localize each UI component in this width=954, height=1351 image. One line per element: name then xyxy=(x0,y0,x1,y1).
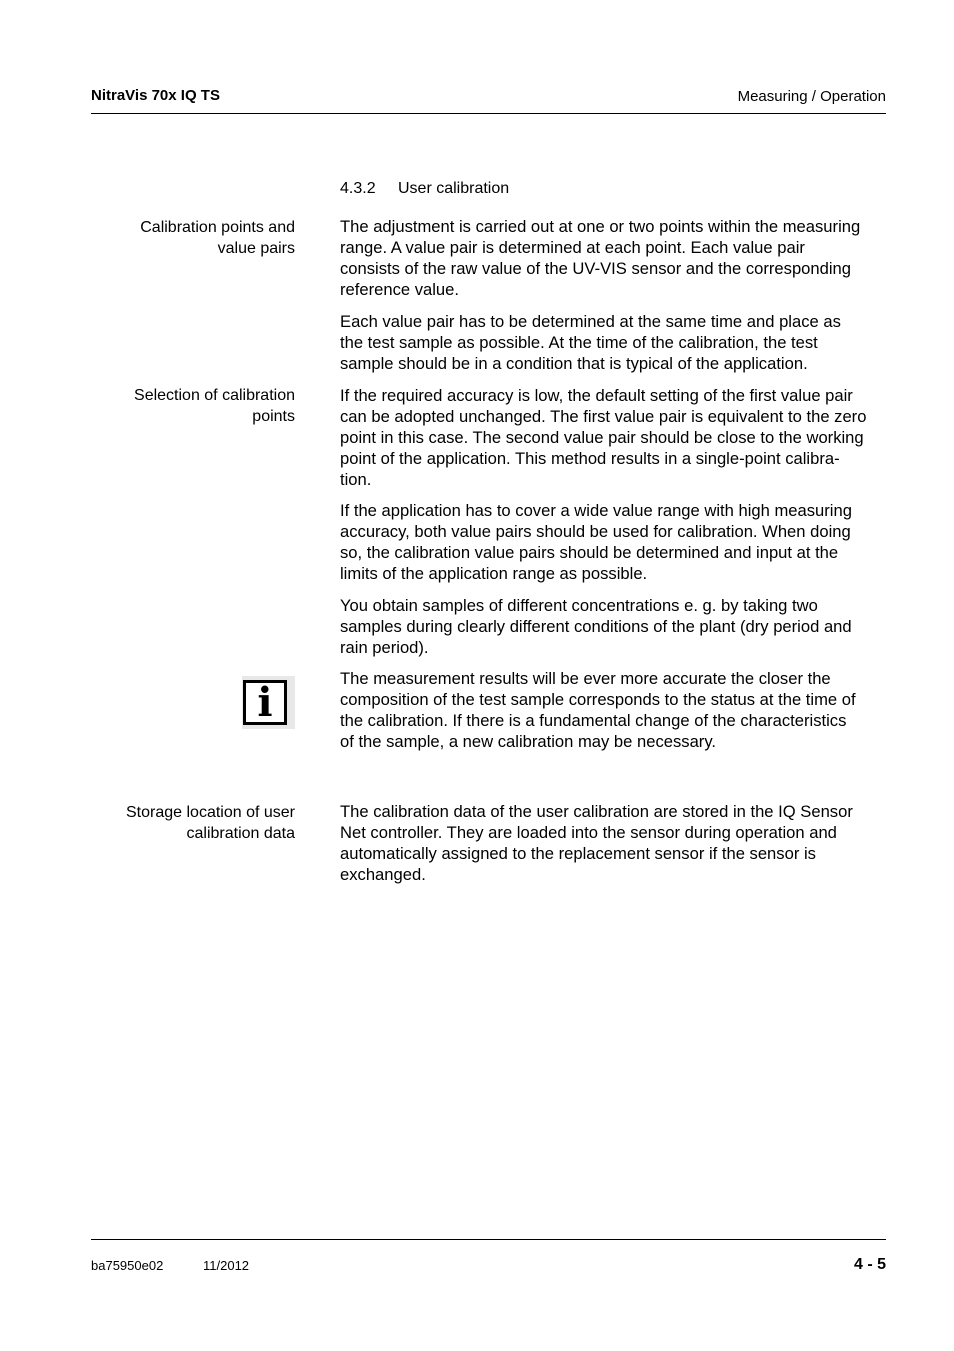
info-icon-glyph: i xyxy=(257,679,273,726)
text-line: the test sample as possible. At the time of the calibration, the test xyxy=(340,333,818,352)
text-line: sample should be in a condition that is typical of the application. xyxy=(340,354,808,373)
sidenote-storage xyxy=(75,802,295,844)
text-line: consists of the raw value of the UV-VIS sensor and the corresponding xyxy=(340,259,852,278)
paragraph-low-accuracy xyxy=(340,385,886,490)
text-line: the calibration. If there is a fundamental change of the characteristics xyxy=(340,711,847,730)
text-line: composition of the test sample corresponds to the status at the time of xyxy=(340,690,856,709)
sidenote-calibration-points xyxy=(75,217,295,259)
text-line: can be adopted unchanged. The first value pair is equivalent to the zero xyxy=(340,407,867,426)
text-line: Net controller. They are loaded into the sensor during operation and xyxy=(340,823,837,842)
text-line: Each value pair has to be determined at the same time and place as xyxy=(340,312,841,331)
text-line: The calibration data of the user calibration are stored in the IQ Sensor xyxy=(340,802,853,821)
paragraph-storage xyxy=(340,801,886,885)
sidenote-line: value pairs xyxy=(217,240,295,257)
text-line: The adjustment is carried out at one or two points within the measuring xyxy=(340,217,861,236)
text-line: reference value. xyxy=(340,280,459,299)
sidenote-line: Storage location of user xyxy=(126,804,295,821)
sidenote-line: calibration data xyxy=(186,825,295,842)
text-line: point of the application. This method results in a single-point calibra- xyxy=(340,449,840,468)
paragraph-wide-range xyxy=(340,500,886,584)
text-line: samples during clearly different conditions of the plant (dry period and xyxy=(340,617,852,636)
text-line: point in this case. The second value pair should be close to the working xyxy=(340,428,864,447)
header-rule xyxy=(91,113,886,114)
text-line: exchanged. xyxy=(340,865,426,884)
sidenote-line: Selection of calibration xyxy=(134,387,295,404)
sidenote-selection xyxy=(75,385,295,427)
text-line: of the sample, a new calibration may be necessary. xyxy=(340,732,717,751)
text-line: so, the calibration value pairs should be determined and input at the xyxy=(340,543,839,562)
paragraph-value-pair-timing xyxy=(340,311,886,374)
info-icon-frame xyxy=(243,680,287,725)
footer-date: 11/2012 xyxy=(203,1258,250,1273)
text-line: rain period). xyxy=(340,638,429,657)
page-number: 4 - 5 xyxy=(853,1256,886,1273)
text-line: automatically assigned to the replacement sensor if the sensor is xyxy=(340,844,816,863)
text-line: You obtain samples of different concentrations e. g. by taking two xyxy=(340,596,818,615)
footer-rule xyxy=(91,1239,886,1240)
info-icon xyxy=(242,676,295,729)
text-line: tion. xyxy=(340,470,372,489)
text-line: accuracy, both value pairs should be used for calibration. When doing xyxy=(340,522,851,541)
section-title: User calibration xyxy=(398,180,510,197)
sidenote-line: points xyxy=(252,408,295,425)
section-number: 4.3.2 xyxy=(340,180,376,197)
text-line: range. A value pair is determined at each point. Each value pair xyxy=(340,238,805,257)
paragraph-info-note xyxy=(340,668,886,752)
text-line: If the application has to cover a wide value range with high measuring xyxy=(340,501,852,520)
paragraph-samples xyxy=(340,595,886,658)
header-product: NitraVis 70x IQ TS xyxy=(91,87,220,104)
header-chapter: Measuring / Operation xyxy=(737,88,886,105)
footer-doc-id: ba75950e02 xyxy=(91,1258,164,1273)
text-line: The measurement results will be ever more accurate the closer the xyxy=(340,669,831,688)
paragraph-adjustment xyxy=(340,216,886,300)
text-line: limits of the application range as possible. xyxy=(340,564,648,583)
section-heading xyxy=(340,180,509,198)
text-line: If the required accuracy is low, the default setting of the first value pair xyxy=(340,386,853,405)
sidenote-line: Calibration points and xyxy=(140,219,295,236)
